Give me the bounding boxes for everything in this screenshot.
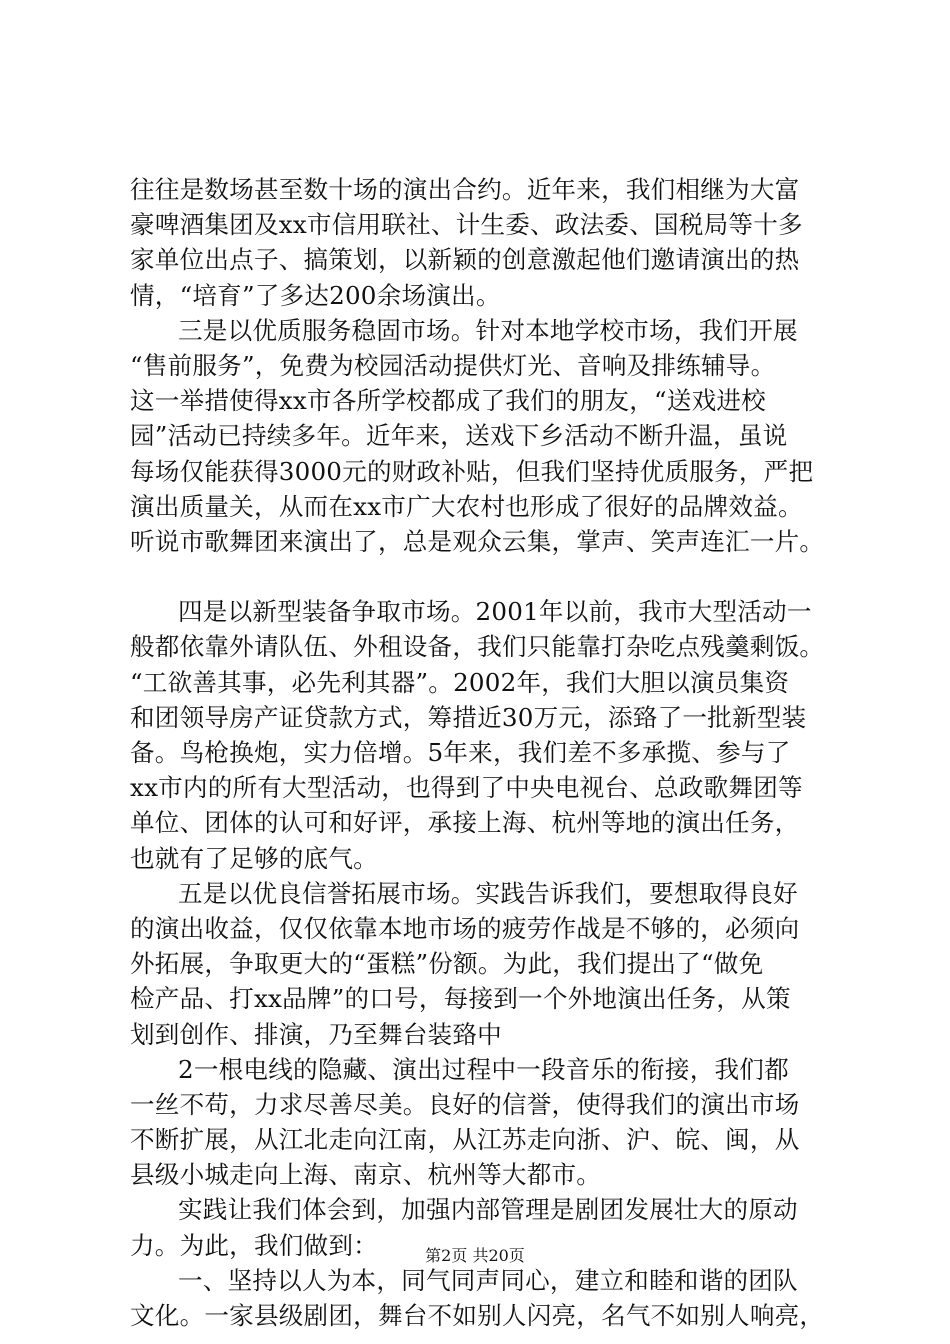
text-line: 备。鸟枪换炮，实力倍增。5年来，我们差不多承揽、参与了 xyxy=(130,738,791,767)
text-line: 情，“培育”了多达200余场演出。 xyxy=(130,280,501,310)
page-number-footer: 第2页 共20页 xyxy=(425,1246,525,1265)
text-line: 文化。一家县级剧团，舞台不如别人闪亮，名气不如别人响亮， xyxy=(130,1301,825,1330)
text-line: 听说市歌舞团来演出了，总是观众云集，掌声、笑声连汇一片。 xyxy=(130,526,825,556)
text-line: 力。为此，我们做到： xyxy=(130,1230,378,1260)
text-line: 一丝不苟，力求尽善尽美。良好的信誉，使得我们的演出市场 xyxy=(130,1089,800,1119)
document-body xyxy=(130,172,850,1333)
text-line: 这一举措使得xx市各所学校都成了我们的朋友，“送戏进校 xyxy=(130,386,766,416)
paragraph-first-line: 一、坚持以人为本，同气同声同心，建立和睦和谐的团队 xyxy=(178,1265,798,1295)
text-line: 县级小城走向上海、南京、杭州等大都市。 xyxy=(130,1160,602,1190)
text-line: 家单位出点子、搞策划，以新颖的创意激起他们邀请演出的热 xyxy=(130,245,800,275)
text-line: 园”活动已持续多年。近年来，送戏下乡活动不断升温，虽说 xyxy=(130,421,788,451)
text-line: 也就有了足够的底气。 xyxy=(130,843,378,873)
text-line: 外拓展，争取更大的“蛋糕”份额。为此，我们提出了“做免 xyxy=(130,949,764,979)
text-line: 检产品、打xx品牌”的口号，每接到一个外地演出任务，从策 xyxy=(130,984,791,1014)
text-line: 往往是数场甚至数十场的演出合约。近年来，我们相继为大富 xyxy=(130,175,800,204)
paragraph-first-line: 2一根电线的隐藏、演出过程中一段音乐的衔接，我们都 xyxy=(178,1054,789,1084)
paragraph-first-line: 五是以优良信誉拓展市场。实践告诉我们，要想取得良好 xyxy=(178,878,798,908)
text-line: 豪啤酒集团及xx市信用联社、计生委、政法委、国税局等十多 xyxy=(130,210,803,240)
text-line: 和团领导房产证贷款方式，筹措近30万元，添臵了一批新型装 xyxy=(130,702,807,732)
paragraph-gap xyxy=(130,559,850,594)
text-line: 的演出收益，仅仅依靠本地市场的疲劳作战是不够的，必须向 xyxy=(130,913,800,943)
text-line: 不断扩展，从江北走向江南，从江苏走向浙、沪、皖、闽，从 xyxy=(130,1125,800,1155)
paragraph-first-line: 三是以优质服务稳固市场。针对本地学校市场，我们开展 xyxy=(178,315,798,345)
text-line: “工欲善其事，必先利其器”。2002年，我们大胆以演员集资 xyxy=(130,667,790,697)
text-line: 单位、团体的认可和好评，承接上海、杭州等地的演出任务， xyxy=(130,808,800,838)
text-line: xx市内的所有大型活动，也得到了中央电视台、总政歌舞团等 xyxy=(130,773,803,803)
text-line: 划到创作、排演，乃至舞台装臵中 xyxy=(130,1019,502,1049)
text-line: 演出质量关，从而在xx市广大农村也形成了很好的品牌效益。 xyxy=(130,491,803,521)
text-line: 般都依靠外请队伍、外租设备，我们只能靠打杂吃点残羹剩饭。 xyxy=(130,632,825,662)
text-line: 每场仅能获得3000元的财政补贴，但我们坚持优质服务，严把 xyxy=(130,456,814,486)
text-line: “售前服务”，免费为校园活动提供灯光、音响及排练辅导。 xyxy=(130,350,776,380)
paragraph-first-line: 实践让我们体会到，加强内部管理是剧团发展壮大的原动 xyxy=(178,1195,798,1225)
paragraph-first-line: 四是以新型装备争取市场。2001年以前，我市大型活动一 xyxy=(178,597,812,627)
